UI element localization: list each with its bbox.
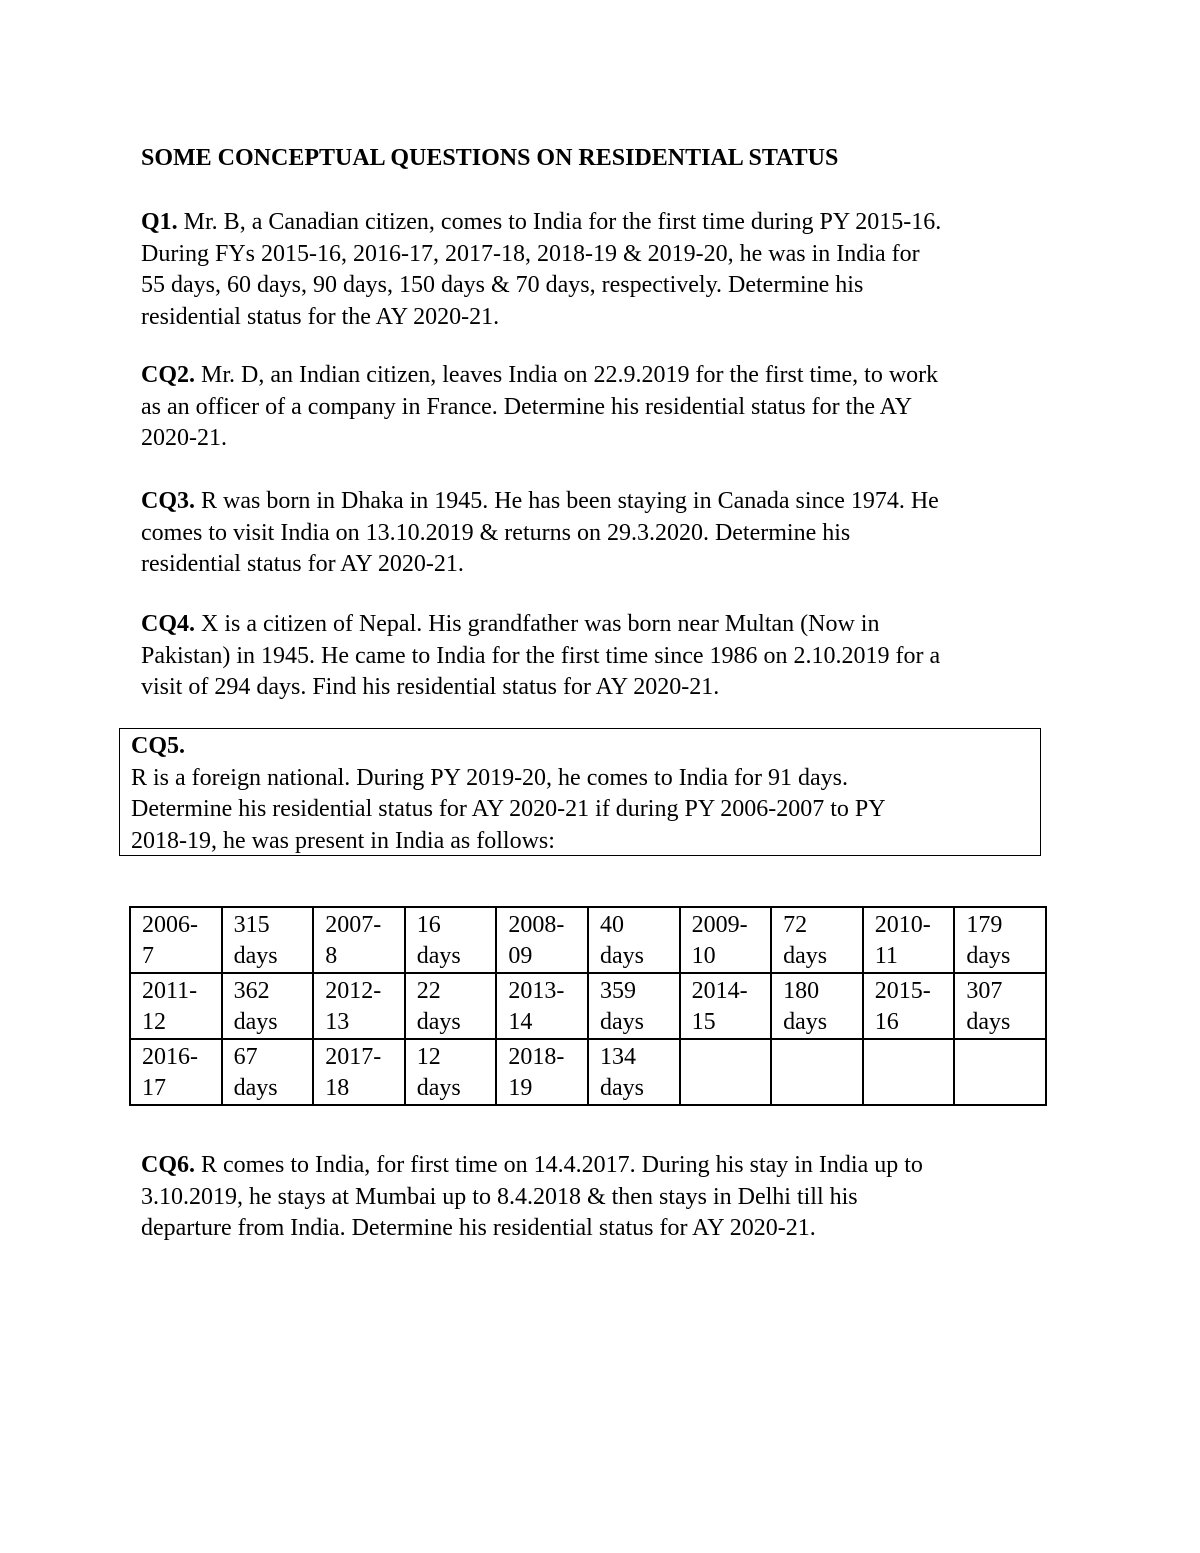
year-cell bbox=[863, 907, 955, 973]
cell-text: days bbox=[783, 943, 828, 969]
question-line: Pakistan) in 1945. He came to India for the first time since 1986 on 2.10.2019 for a bbox=[141, 642, 941, 669]
cell-text: 09 bbox=[508, 943, 533, 969]
question-line: residential status for the AY 2020-21. bbox=[141, 303, 500, 330]
question-line: Determine his residential status for AY 2020-21 if during PY 2006-2007 to PY bbox=[131, 796, 886, 822]
cell-text: days bbox=[416, 1075, 461, 1101]
days-cell bbox=[405, 973, 497, 1039]
days-cell bbox=[222, 1039, 314, 1105]
cell-text: days bbox=[416, 1009, 461, 1035]
cell-text: 134 bbox=[599, 1044, 636, 1070]
cell-text: 315 bbox=[233, 912, 270, 938]
year-cell bbox=[313, 973, 405, 1039]
cell-text: 2017- bbox=[325, 1044, 382, 1070]
year-cell bbox=[130, 907, 222, 973]
question-line: 2018-19, he was present in India as follows: bbox=[131, 827, 555, 854]
presence-table bbox=[129, 906, 1047, 1106]
question-line: visit of 294 days. Find his residential status for AY 2020-21. bbox=[141, 674, 720, 700]
days-cell bbox=[588, 1039, 680, 1105]
cell-text: 2015- bbox=[874, 978, 931, 1004]
days-cell bbox=[954, 973, 1046, 1039]
question-q1 bbox=[141, 207, 1071, 333]
cell-text: 2007- bbox=[325, 912, 382, 938]
question-line: R is a foreign national. During PY 2019-20, he comes to India for 91 days. bbox=[131, 764, 848, 791]
cell-text: 16 bbox=[416, 912, 441, 938]
cell-text: 2012- bbox=[325, 978, 382, 1004]
cell-text: days bbox=[599, 1009, 644, 1035]
question-line: 3.10.2019, he stays at Mumbai up to 8.4.2018 & then stays in Delhi till his bbox=[141, 1183, 858, 1210]
days-cell bbox=[405, 907, 497, 973]
year-cell bbox=[313, 907, 405, 973]
question-cq2 bbox=[141, 360, 1071, 455]
question-label: CQ6. bbox=[141, 1152, 195, 1178]
days-cell bbox=[588, 973, 680, 1039]
question-cq6 bbox=[141, 1150, 1071, 1245]
year-cell bbox=[680, 1039, 772, 1105]
days-cell bbox=[222, 907, 314, 973]
cell-text: days bbox=[416, 943, 461, 969]
cell-text: 2008- bbox=[508, 912, 565, 938]
table-row bbox=[130, 973, 1046, 1039]
cell-text: 17 bbox=[142, 1075, 166, 1101]
cell-text: 362 bbox=[233, 978, 270, 1004]
table-row bbox=[130, 1039, 1046, 1105]
question-line: comes to visit India on 13.10.2019 & returns on 29.3.2020. Determine his bbox=[141, 519, 851, 546]
days-cell bbox=[222, 973, 314, 1039]
year-cell bbox=[680, 907, 772, 973]
cell-text: 10 bbox=[691, 943, 716, 969]
cell-text: 72 bbox=[783, 912, 808, 938]
cell-text: 40 bbox=[599, 912, 624, 938]
cell-text: 2010- bbox=[874, 912, 931, 938]
cell-text: 19 bbox=[508, 1075, 533, 1101]
cell-text: 2014- bbox=[691, 978, 748, 1004]
cell-text: 67 bbox=[233, 1044, 258, 1070]
cell-text: 22 bbox=[416, 978, 441, 1004]
cell-text: 12 bbox=[416, 1044, 441, 1070]
question-line: residential status for AY 2020-21. bbox=[141, 551, 464, 577]
cell-text: days bbox=[966, 943, 1011, 969]
days-cell bbox=[954, 1039, 1046, 1105]
year-cell bbox=[863, 1039, 955, 1105]
question-cq5-box bbox=[119, 728, 1041, 856]
days-cell bbox=[771, 1039, 863, 1105]
question-label: Q1. bbox=[141, 209, 178, 235]
cell-text: 12 bbox=[142, 1009, 166, 1035]
question-label: CQ5. bbox=[131, 733, 185, 759]
cell-text: days bbox=[233, 943, 278, 969]
year-cell bbox=[130, 973, 222, 1039]
cell-text: 2018- bbox=[508, 1044, 565, 1070]
question-line: 55 days, 60 days, 90 days, 150 days & 70 days, respectively. Determine his bbox=[141, 272, 864, 298]
year-cell bbox=[313, 1039, 405, 1105]
question-line: CQ2. Mr. D, an Indian citizen, leaves India on 22.9.2019 for the first time, to work bbox=[141, 362, 939, 388]
presence-table-body bbox=[130, 907, 1046, 1105]
cell-text: 2011- bbox=[142, 978, 198, 1004]
year-cell bbox=[496, 973, 588, 1039]
cell-text: days bbox=[783, 1009, 828, 1035]
cell-text: 307 bbox=[966, 978, 1003, 1004]
table-row bbox=[130, 907, 1046, 973]
cell-text: days bbox=[599, 1075, 644, 1101]
cell-text: 14 bbox=[508, 1009, 533, 1035]
question-line: Q1. Mr. B, a Canadian citizen, comes to India for the first time during PY 2015-16. bbox=[141, 209, 942, 235]
cell-text: 2006- bbox=[142, 912, 198, 938]
question-line: CQ6. R comes to India, for first time on 14.4.2017. During his stay in India up to bbox=[141, 1152, 923, 1178]
question-cq3 bbox=[141, 486, 1071, 581]
question-line: 2020-21. bbox=[141, 425, 227, 451]
question-line: During FYs 2015-16, 2016-17, 2017-18, 2018-19 & 2019-20, he was in India for bbox=[141, 240, 920, 267]
days-cell bbox=[954, 907, 1046, 973]
question-line: departure from India. Determine his residential status for AY 2020-21. bbox=[141, 1215, 816, 1241]
question-cq4 bbox=[141, 609, 1071, 704]
year-cell bbox=[863, 973, 955, 1039]
question-label: CQ2. bbox=[141, 362, 195, 388]
days-cell bbox=[771, 973, 863, 1039]
year-cell bbox=[496, 907, 588, 973]
days-cell bbox=[771, 907, 863, 973]
cell-text: 2009- bbox=[691, 912, 748, 938]
cell-text: 8 bbox=[325, 943, 338, 969]
year-cell bbox=[130, 1039, 222, 1105]
cell-text: 13 bbox=[325, 1009, 350, 1035]
question-line: CQ3. R was born in Dhaka in 1945. He has been staying in Canada since 1974. He bbox=[141, 488, 939, 514]
cell-text: 359 bbox=[599, 978, 636, 1004]
cell-text: 2013- bbox=[508, 978, 565, 1004]
cell-text: 11 bbox=[874, 943, 898, 969]
days-cell bbox=[588, 907, 680, 973]
cell-text: 179 bbox=[966, 912, 1003, 938]
question-label: CQ4. bbox=[141, 611, 195, 637]
cell-text: 18 bbox=[325, 1075, 350, 1101]
cell-text: days bbox=[966, 1009, 1011, 1035]
cell-text: days bbox=[599, 943, 644, 969]
question-line: as an officer of a company in France. Determine his residential status for the AY bbox=[141, 393, 913, 420]
cell-text: 7 bbox=[142, 943, 154, 969]
cell-text: days bbox=[233, 1009, 278, 1035]
question-label: CQ3. bbox=[141, 488, 195, 514]
cell-text: 16 bbox=[874, 1009, 899, 1035]
year-cell bbox=[680, 973, 772, 1039]
year-cell bbox=[496, 1039, 588, 1105]
cell-text: 15 bbox=[691, 1009, 716, 1035]
question-line: CQ4. X is a citizen of Nepal. His grandfather was born near Multan (Now in bbox=[141, 611, 880, 637]
page-title: SOME CONCEPTUAL QUESTIONS ON RESIDENTIAL STATUS bbox=[141, 145, 839, 171]
cell-text: 180 bbox=[783, 978, 820, 1004]
days-cell bbox=[405, 1039, 497, 1105]
cell-text: 2016- bbox=[142, 1044, 198, 1070]
cell-text: days bbox=[233, 1075, 278, 1101]
